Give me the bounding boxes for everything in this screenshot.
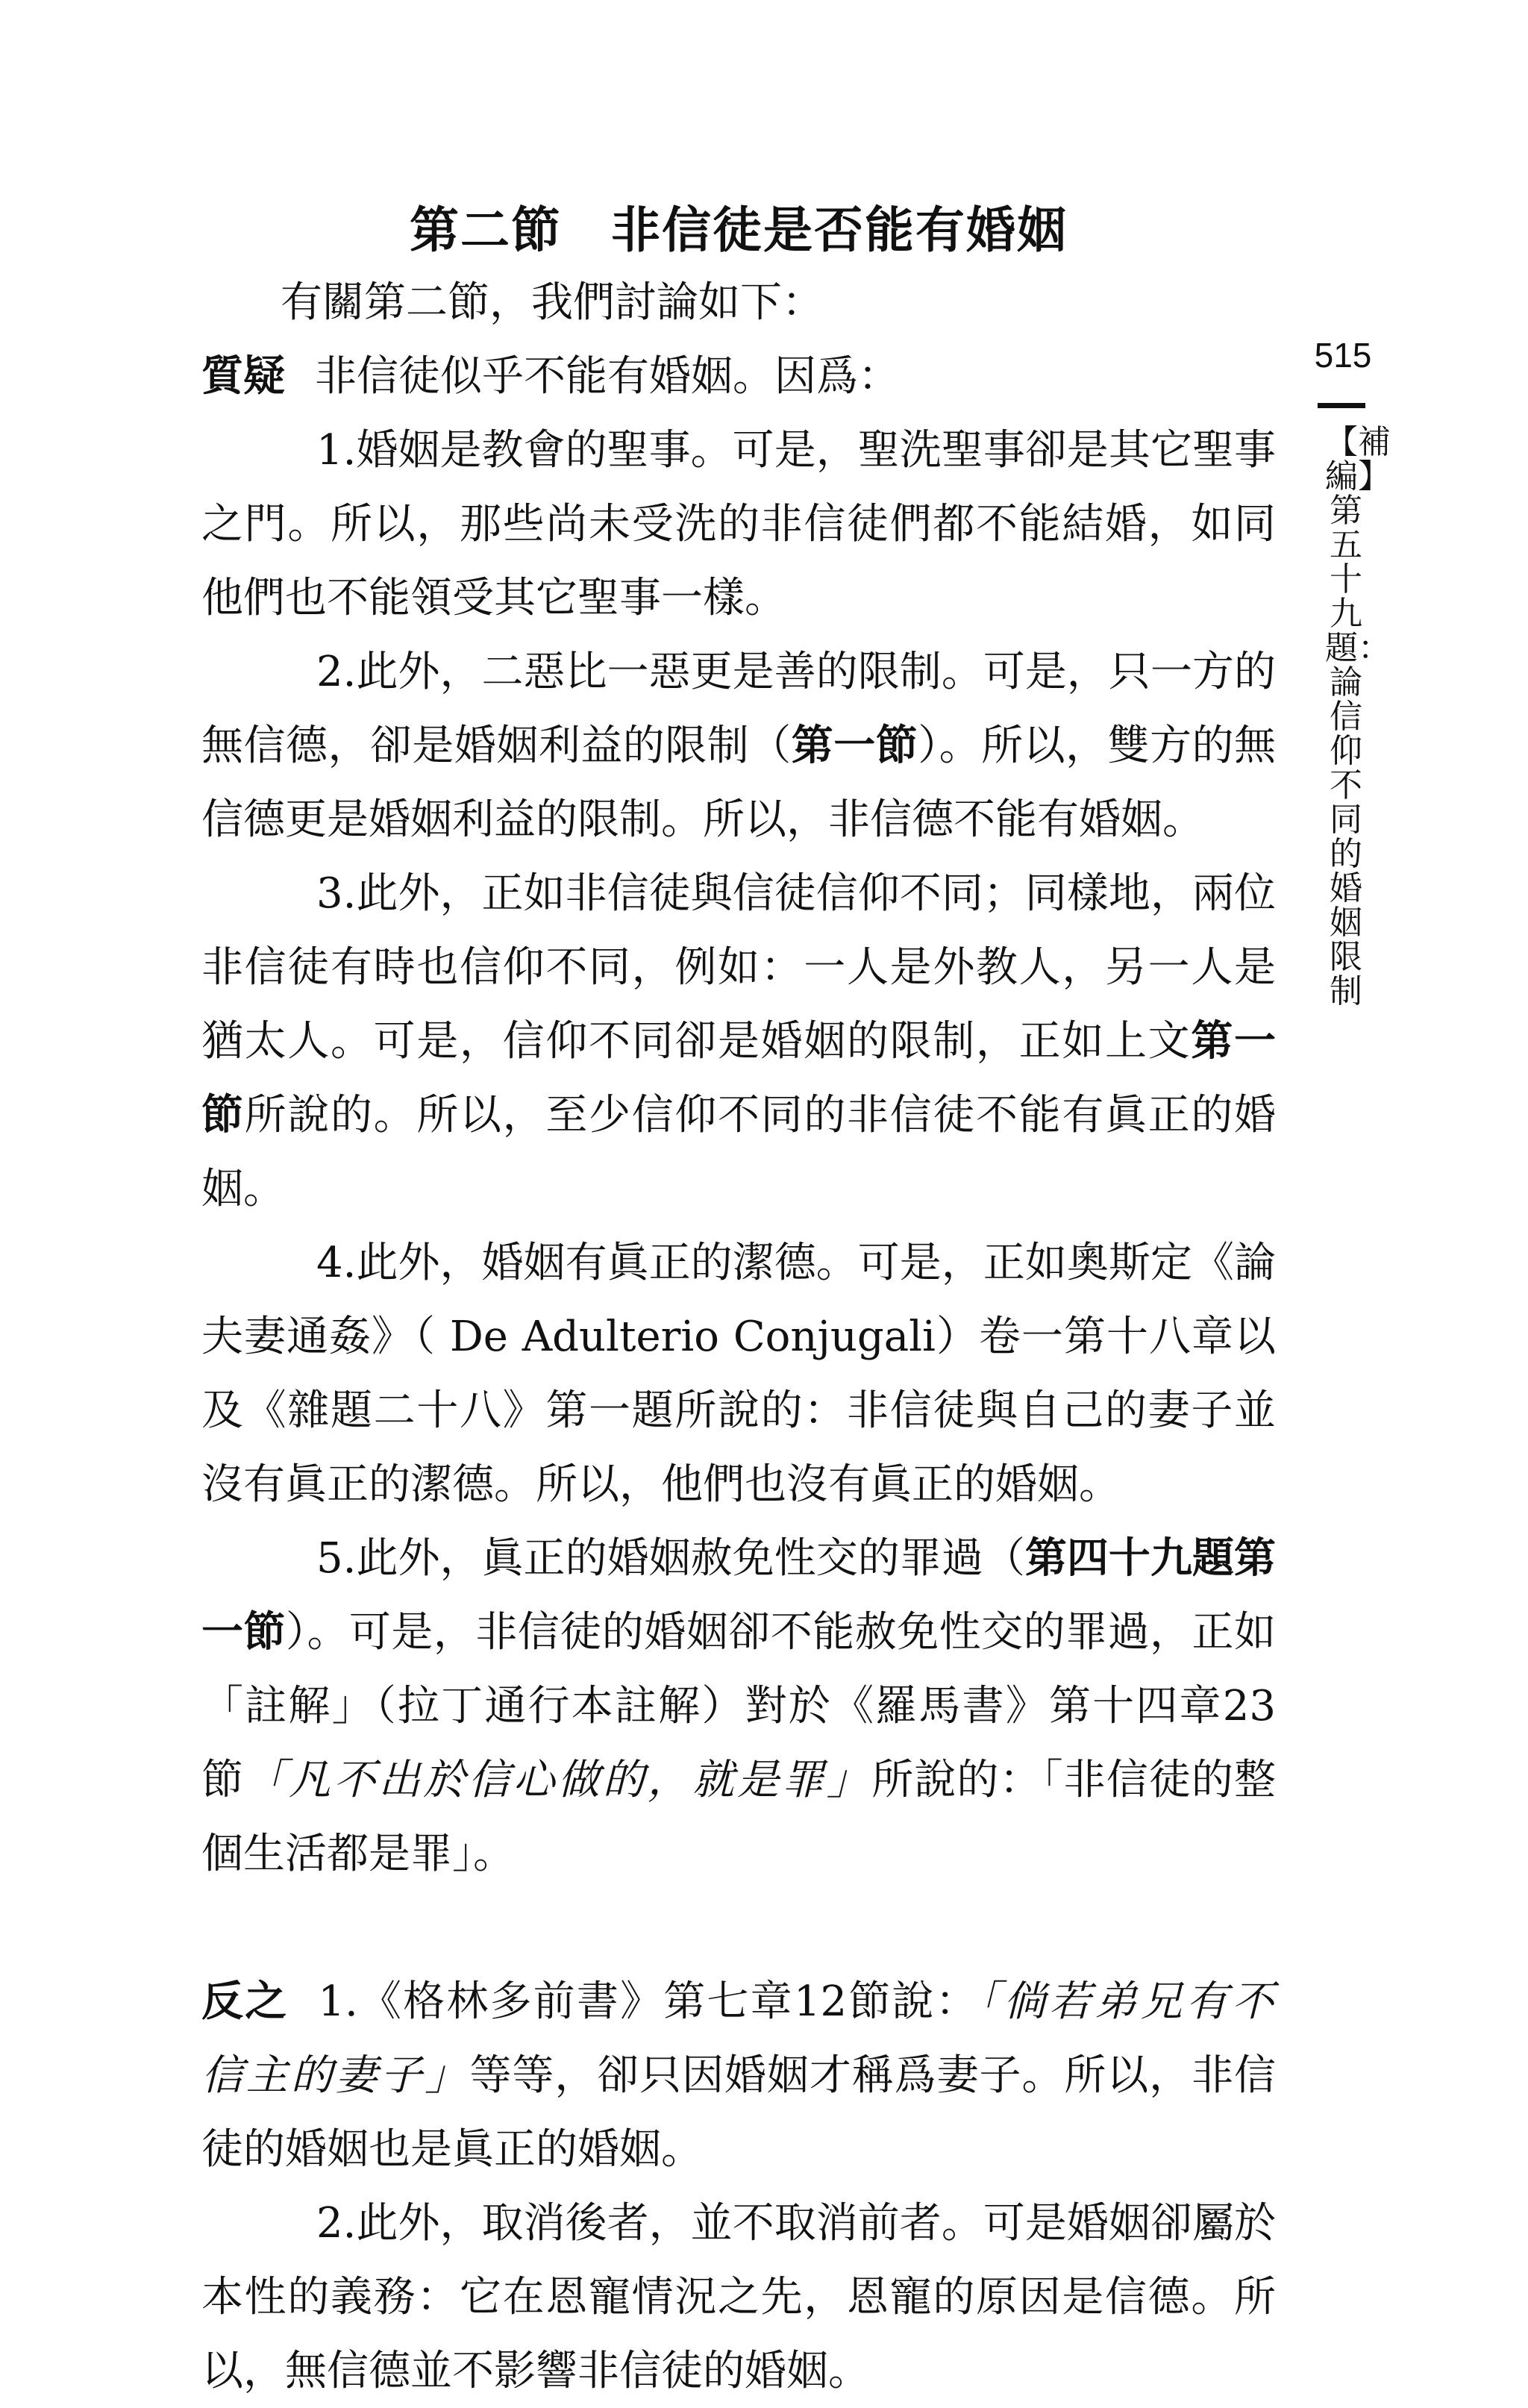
- objection-3: [201, 857, 1276, 1226]
- objections-lead: [201, 340, 1276, 413]
- objection-5-ref: 第四十九題第一節: [201, 1534, 1277, 1657]
- objection-3-text-a: 3.此外，正如非信徒與信徒信仰不同；同樣地，兩位非信徒有時也信仰不同，例如：一人是外教人，另一人是猶太人。可是，信仰不同卻是婚姻的限制，正如上文: [201, 869, 1276, 1066]
- objections-label: 質疑: [201, 352, 285, 401]
- objection-1: 1.婚姻是教會的聖事。可是，聖洗聖事卻是其它聖事之門。所以，那些尚未受洗的非信徒們都不能結婚，如同他們也不能領受其它聖事一樣。: [201, 426, 1276, 622]
- objection-2-ref: 第一節: [791, 722, 918, 770]
- objection-2-text-a: 2.此外，二惡比一惡更是善的限制。可是，只一方的無信德，卻是婚姻利益的限制（: [201, 648, 1276, 770]
- section-spacer: [201, 1891, 1276, 1965]
- body-text: [201, 266, 1276, 2408]
- page-number: 515: [1314, 336, 1372, 375]
- objection-2-text-b: ）。所以，雙方的無信德更是婚姻利益的限制。所以，非信德不能有婚姻。: [201, 722, 1277, 844]
- contra-1: [201, 1965, 1276, 2186]
- contra-2: 2.此外，取消後者，並不取消前者。可是婚姻卻屬於本性的義務：它在恩寵情況之先，恩寵的原因是信德。所以，無信德並不影響非信徒的婚姻。: [201, 2199, 1276, 2395]
- objection-5-text-c: 所說的：「非信徒的整個生活都是罪」。: [201, 1756, 1277, 1878]
- objection-5-text-a: 5.此外，眞正的婚姻赦免性交的罪過（: [316, 1534, 1025, 1583]
- objection-3-text-b: 所說的。所以，至少信仰不同的非信徒不能有眞正的婚姻。: [201, 1091, 1277, 1213]
- objections-lead-text: 非信徒似乎不能有婚姻。因爲：: [315, 352, 900, 401]
- contra-1-text-b: 等等，卻只因婚姻才稱爲妻子。所以，非信徒的婚姻也是眞正的婚姻。: [201, 2051, 1276, 2174]
- section-title: [201, 200, 1276, 260]
- header-rule: [1318, 403, 1365, 408]
- objection-5-text-b: ）。可是，非信徒的婚姻卻不能赦免性交的罪過，正如「註解」（拉丁通行本註解）對於《羅馬書》第十四章23節: [201, 1608, 1277, 1804]
- section-number: 第二節: [410, 201, 562, 259]
- running-head: 【補編】第五十九題：論信仰不同的婚姻限制: [1325, 423, 1391, 1010]
- objection-4: 4.此外，婚姻有眞正的潔德。可是，正如奧斯定《論夫妻通姦》（ De Adulterio Conjugali）卷一第十八章以及《雜題二十八》第一題所說的：非信徒與自己的妻子並沒有眞正的潔德。所以，他們也沒有眞正的婚姻。: [201, 1239, 1276, 1509]
- objection-5-quote: 「凡不出於信心做的，就是罪」: [244, 1756, 872, 1804]
- contra-label: 反之: [201, 1977, 289, 2026]
- objection-5: [201, 1522, 1276, 1891]
- objection-3-ref: 第一節: [201, 1017, 1277, 1139]
- contra-1-text-a: 1.《格林多前書》第七章12節說：: [318, 1977, 979, 2026]
- contra-1-quote: 「倘若弟兄有不信主的妻子」: [201, 1977, 1276, 2100]
- section-heading: 非信徒是否能有婚姻: [611, 201, 1068, 259]
- objection-2: [201, 635, 1276, 857]
- intro-paragraph: 有關第二節，我們討論如下：: [281, 278, 824, 327]
